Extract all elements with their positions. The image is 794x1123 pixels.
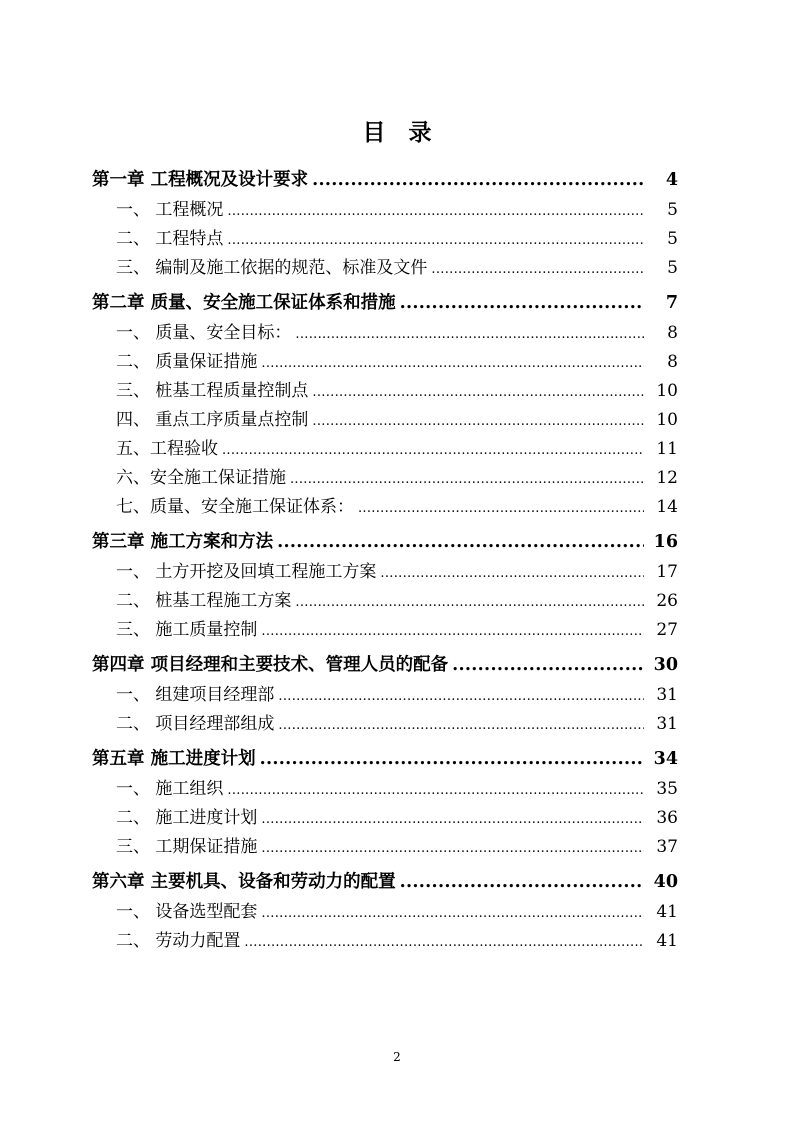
toc-entry-label: 一、 设备选型配套: [116, 902, 258, 922]
dot-leader: [244, 931, 644, 951]
dot-leader: [261, 902, 644, 922]
toc-entry-label: 一、 土方开挖及回填工程施工方案: [116, 562, 377, 582]
dot-leader: [227, 779, 644, 799]
dot-leader: [400, 872, 644, 892]
toc-section-entry[interactable]: [92, 897, 678, 926]
dot-leader: [260, 749, 644, 769]
toc-entry-page-number: 27: [656, 620, 678, 640]
toc-section-entry[interactable]: [92, 557, 678, 586]
dot-leader: [358, 497, 644, 517]
toc-entry-page-number: 40: [653, 872, 678, 892]
toc-section-entry[interactable]: [92, 926, 678, 955]
toc-entry-label: 第二章 质量、安全施工保证体系和措施: [92, 293, 396, 313]
dot-leader: [227, 200, 644, 220]
toc-entry-label: 一、 质量、安全目标：: [116, 323, 292, 343]
toc-entry-label: 三、 工期保证措施: [116, 837, 258, 857]
dot-leader: [278, 714, 644, 734]
toc-entry-label: 二、 劳动力配置: [116, 931, 241, 951]
toc-entry-label: 第六章 主要机具、设备和劳动力的配置: [92, 872, 396, 892]
dot-leader: [295, 591, 644, 611]
dot-leader: [312, 381, 644, 401]
toc-entry-page-number: 14: [656, 497, 678, 517]
toc-entry-page-number: 36: [656, 808, 678, 828]
toc-entry-page-number: 41: [656, 902, 678, 922]
toc-entry-label: 三、 编制及施工依据的规范、标准及文件: [116, 258, 428, 278]
toc-entry-page-number: 26: [656, 591, 678, 611]
toc-entry-page-number: 37: [656, 837, 678, 857]
toc-entry-label: 第三章 施工方案和方法: [92, 532, 274, 552]
toc-chapter-entry[interactable]: [92, 528, 678, 557]
dot-leader: [261, 352, 644, 372]
toc-entry-page-number: 41: [656, 931, 678, 951]
toc-chapter-entry[interactable]: [92, 289, 678, 318]
toc-entry-page-number: 12: [656, 468, 678, 488]
toc-entry-page-number: 30: [653, 655, 678, 675]
dot-leader: [261, 837, 644, 857]
toc-entry-page-number: 31: [656, 685, 678, 705]
toc-entry-page-number: 5: [667, 200, 678, 220]
toc-section-entry[interactable]: [92, 832, 678, 861]
toc-section-entry[interactable]: [92, 405, 678, 434]
toc-section-entry[interactable]: [92, 709, 678, 738]
dot-leader: [278, 685, 644, 705]
toc-entry-label: 二、 桩基工程施工方案: [116, 591, 292, 611]
toc-section-entry[interactable]: [92, 615, 678, 644]
toc-section-entry[interactable]: [92, 224, 678, 253]
toc-entry-page-number: 8: [667, 323, 678, 343]
toc-entry-label: 二、 施工进度计划: [116, 808, 258, 828]
dot-leader: [295, 323, 644, 343]
toc-section-entry[interactable]: [92, 195, 678, 224]
toc-entry-page-number: 10: [656, 381, 678, 401]
toc-chapter-entry[interactable]: [92, 166, 678, 195]
toc-entry-label: 四、 重点工序质量点控制: [116, 410, 309, 430]
toc-entry-label: 五、工程验收: [116, 439, 218, 459]
page-number-footer: 2: [393, 1050, 401, 1064]
toc-entry-label: 二、 项目经理部组成: [116, 714, 275, 734]
toc-entry-label: 一、 工程概况: [116, 200, 224, 220]
toc-entry-page-number: 11: [656, 439, 678, 459]
toc-section-entry[interactable]: [92, 318, 678, 347]
toc-entry-label: 第一章 工程概况及设计要求: [92, 170, 309, 190]
toc-section-entry[interactable]: [92, 434, 678, 463]
toc-section-entry[interactable]: [92, 347, 678, 376]
toc-entry-label: 第五章 施工进度计划: [92, 749, 256, 769]
dot-leader: [277, 532, 644, 552]
dot-leader: [431, 258, 644, 278]
dot-leader: [312, 410, 644, 430]
toc-entry-page-number: 17: [656, 562, 678, 582]
toc-entry-label: 七、质量、安全施工保证体系：: [116, 497, 354, 517]
toc-section-entry[interactable]: [92, 774, 678, 803]
table-of-contents: [92, 166, 678, 955]
toc-chapter-entry[interactable]: [92, 868, 678, 897]
toc-entry-label: 二、 工程特点: [116, 229, 224, 249]
toc-entry-page-number: 16: [653, 532, 678, 552]
toc-entry-page-number: 5: [667, 258, 678, 278]
dot-leader: [380, 562, 644, 582]
toc-entry-page-number: 8: [667, 352, 678, 372]
toc-entry-page-number: 31: [656, 714, 678, 734]
toc-entry-page-number: 10: [656, 410, 678, 430]
toc-title: 目 录: [362, 119, 432, 146]
toc-entry-label: 六、安全施工保证措施: [116, 468, 286, 488]
toc-entry-label: 一、 施工组织: [116, 779, 224, 799]
dot-leader: [227, 229, 644, 249]
toc-section-entry[interactable]: [92, 586, 678, 615]
toc-entry-label: 二、 质量保证措施: [116, 352, 258, 372]
toc-section-entry[interactable]: [92, 253, 678, 282]
toc-entry-page-number: 5: [667, 229, 678, 249]
toc-section-entry[interactable]: [92, 376, 678, 405]
dot-leader: [261, 808, 644, 828]
toc-entry-label: 三、 施工质量控制: [116, 620, 258, 640]
toc-entry-page-number: 7: [665, 293, 678, 313]
dot-leader: [222, 439, 644, 459]
toc-section-entry[interactable]: [92, 680, 678, 709]
toc-entry-label: 一、 组建项目经理部: [116, 685, 275, 705]
toc-entry-label: 第四章 项目经理和主要技术、管理人员的配备: [92, 655, 449, 675]
dot-leader: [290, 468, 644, 488]
toc-section-entry[interactable]: [92, 463, 678, 492]
toc-section-entry[interactable]: [92, 803, 678, 832]
toc-entry-label: 三、 桩基工程质量控制点: [116, 381, 309, 401]
dot-leader: [261, 620, 644, 640]
dot-leader: [400, 293, 644, 313]
toc-entry-page-number: 34: [653, 749, 678, 769]
toc-entry-page-number: 35: [656, 779, 678, 799]
toc-entry-page-number: 4: [665, 170, 678, 190]
toc-chapter-entry[interactable]: [92, 651, 678, 680]
dot-leader: [312, 170, 644, 190]
dot-leader: [452, 655, 644, 675]
toc-chapter-entry[interactable]: [92, 745, 678, 774]
toc-section-entry[interactable]: [92, 492, 678, 521]
